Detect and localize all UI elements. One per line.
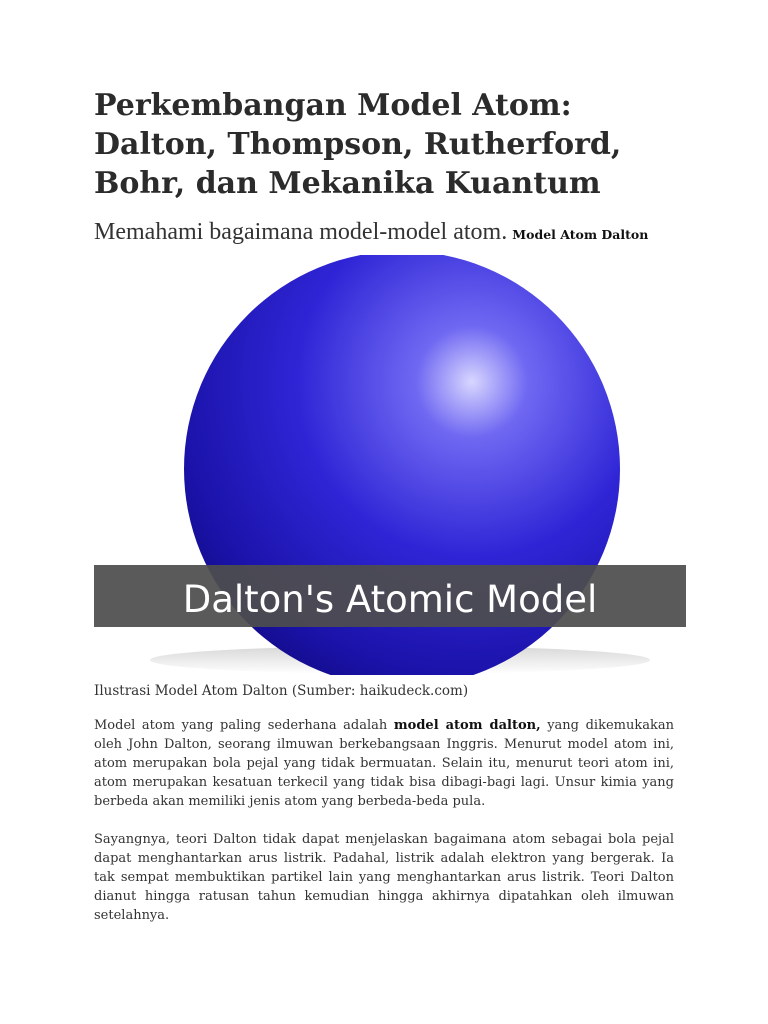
paragraph-2: Sayangnya, teori Dalton tidak dapat menjelaskan bagaimana atom sebagai bola pejal dapat menghantarkan arus listrik. Padahal, listrik adalah elektron yang bergerak. Ia tak sempat membuktikan partikel lain yang menghantarkan arus listrik. Teori Dalton dianut hingga ratusan tahun kemudian hingga akhirnya dipatahkan oleh ilmuwan setelahnya. — [94, 832, 674, 923]
page-title: Perkembangan Model Atom: Dalton, Thompson, Rutherford, Bohr, dan Mekanika Kuantum — [94, 88, 622, 201]
figure-caption: Ilustrasi Model Atom Dalton (Sumber: haikudeck.com) — [94, 683, 469, 699]
paragraph-1 — [94, 716, 674, 811]
paragraph-1-text-start: Model atom yang paling sederhana adalah — [94, 718, 394, 733]
paragraph-1-bold-term: model atom dalton, — [393, 718, 541, 733]
dalton-atom-illustration — [94, 255, 686, 675]
section-heading: Model Atom Dalton — [512, 227, 649, 242]
dalton-atom-figure — [94, 255, 686, 675]
subtitle: Memahami bagaimana model-model atom. — [94, 219, 508, 245]
subtitle-line — [94, 219, 714, 246]
paragraph-1-text-end: yang dikemukakan oleh John Dalton, seorang ilmuwan berkebangsaan Inggris. Menurut model atom ini, atom merupakan bola pejal yang tidak bermuatan. Selain itu, menurut teori atom ini, atom merupakan kesatuan terkecil yang tidak bisa dibagi-bagi lagi. Unsur kimia yang berbeda akan memiliki jenis atom yang berbeda-beda pula. — [94, 718, 674, 809]
banner-text: Dalton's Atomic Model — [182, 578, 598, 621]
